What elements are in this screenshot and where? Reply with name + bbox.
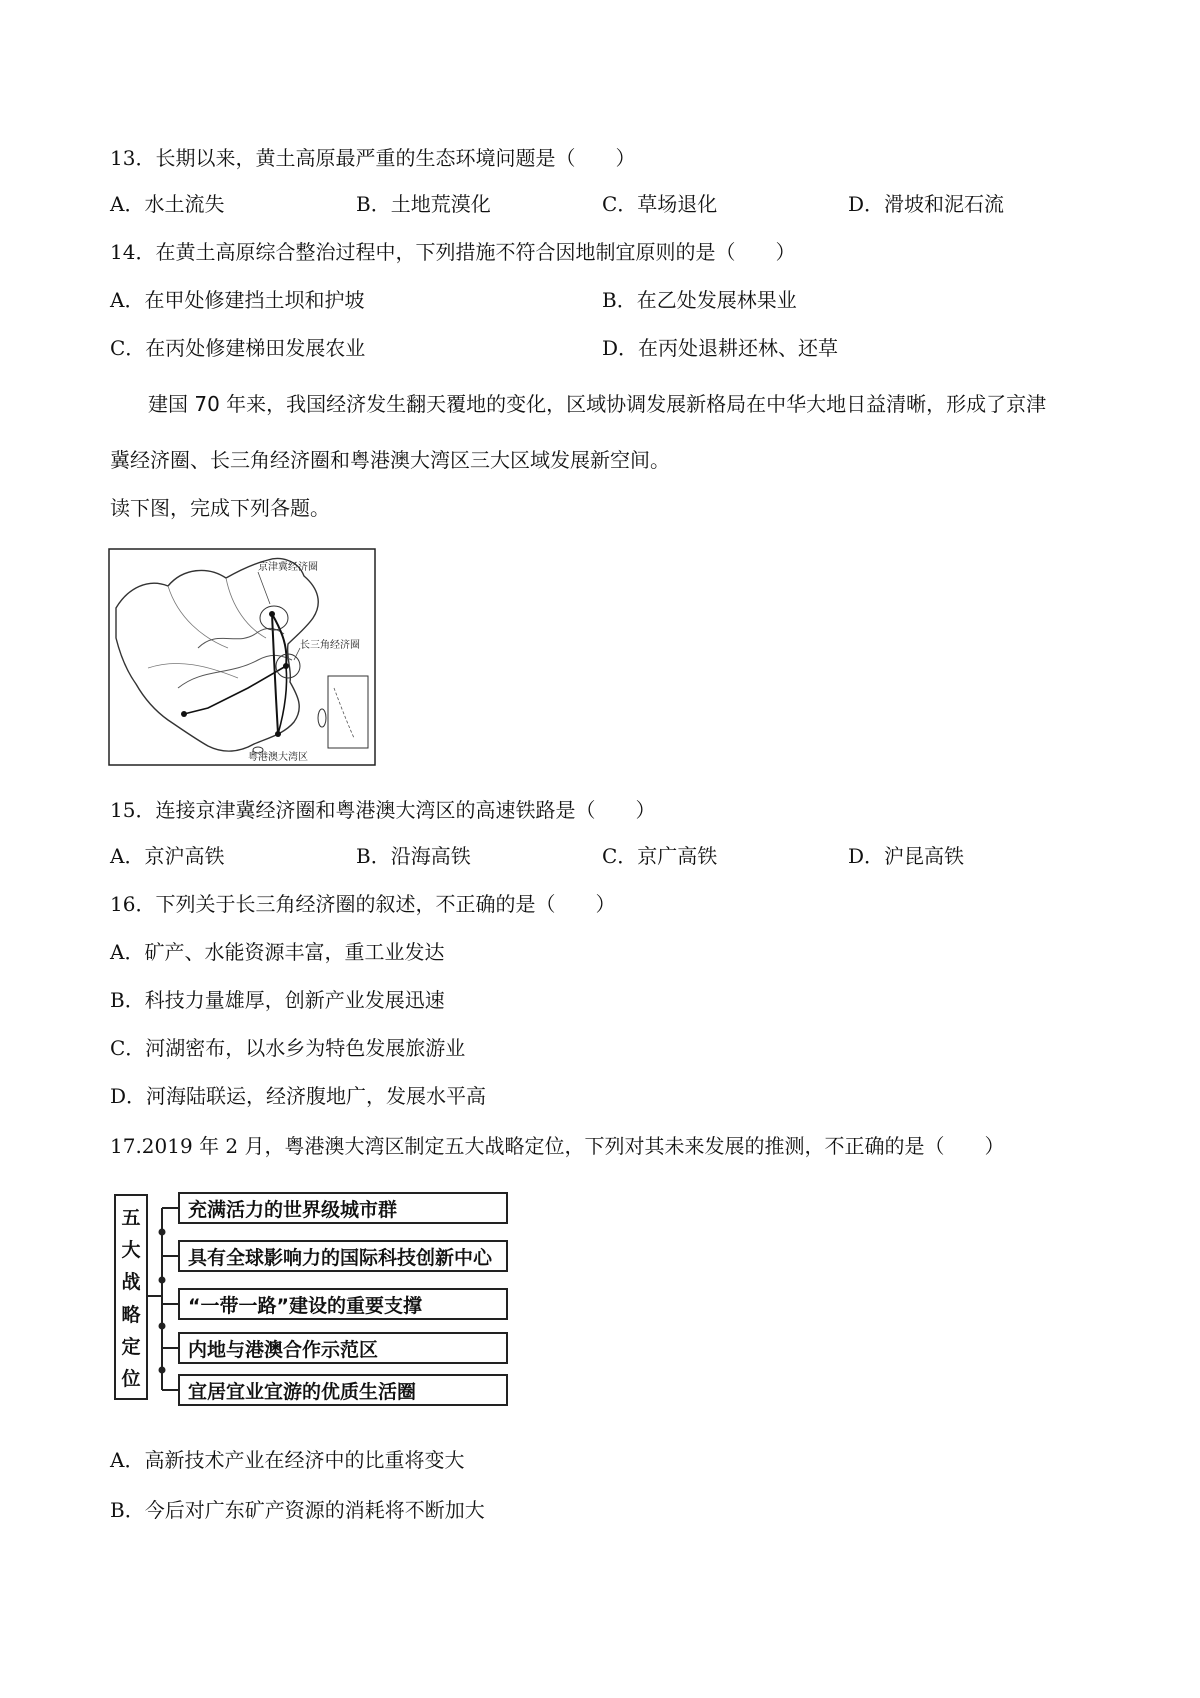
- q13-option-b: B．土地荒漠化: [356, 192, 491, 216]
- q17-stem: 17.2019 年 2 月，粤港澳大湾区制定五大战略定位，下列对其未来发展的推测，不正确的是（ ）: [110, 1134, 1005, 1158]
- diagram-item-4: [178, 1332, 508, 1364]
- q17-option-b: B．今后对广东矿产资源的消耗将不断加大: [110, 1498, 485, 1522]
- passage-line-2: 冀经济圈、长三角经济圈和粤港澳大湾区三大区域发展新空间。: [110, 448, 670, 472]
- kunming-point: [181, 711, 187, 717]
- q13-option-d: D．滑坡和泥石流: [848, 192, 1005, 216]
- diagram-item-4-text: 内地与港澳合作示范区: [188, 1338, 379, 1361]
- five-strategies-diagram: [114, 1186, 510, 1406]
- map-label-gba: 粤港澳大湾区: [248, 752, 308, 763]
- q15-stem: 15．连接京津冀经济圈和粤港澳大湾区的高速铁路是（ ）: [110, 798, 656, 822]
- diagram-item-2-text: 具有全球影响力的国际科技创新中心: [188, 1246, 493, 1269]
- diagram-item-3-text: “一带一路”建设的重要支撑: [188, 1294, 422, 1317]
- beijing-point: [269, 611, 275, 617]
- diagram-title-char-4: 略: [121, 1303, 141, 1326]
- q17-option-a: A．高新技术产业在经济中的比重将变大: [110, 1448, 465, 1472]
- q13-stem: 13．长期以来，黄土高原最严重的生态环境问题是（ ）: [110, 146, 636, 170]
- q14-option-b: B．在乙处发展林果业: [602, 288, 797, 312]
- q16-stem: 16．下列关于长三角经济圈的叙述，不正确的是（ ）: [110, 892, 616, 916]
- q13-option-a: A．水土流失: [110, 192, 225, 216]
- q14-option-d: D．在丙处退耕还林、还草: [602, 336, 839, 360]
- diagram-title-box: [114, 1194, 148, 1400]
- diagram-item-2: [178, 1240, 508, 1272]
- q14-option-a: A．在甲处修建挡土坝和护坡: [110, 288, 365, 312]
- shanghai-point: [283, 663, 289, 669]
- q15-option-a: A．京沪高铁: [110, 844, 225, 868]
- q16-option-c: C．河湖密布，以水乡为特色发展旅游业: [110, 1036, 466, 1060]
- passage-instruction: 读下图，完成下列各题。: [110, 496, 330, 520]
- diagram-item-3: [178, 1288, 508, 1320]
- q16-option-b: B．科技力量雄厚，创新产业发展迅速: [110, 988, 445, 1012]
- south-china-sea-inset: [328, 676, 368, 748]
- china-economic-zones-map: [108, 548, 376, 766]
- diagram-title-char-3: 战: [121, 1271, 141, 1294]
- diagram-connector: [148, 1186, 178, 1406]
- diagram-item-5: [178, 1374, 508, 1406]
- map-label-csj: 长三角经济圈: [300, 640, 360, 651]
- q14-stem: 14．在黄土高原综合整治过程中，下列措施不符合因地制宜原则的是（ ）: [110, 240, 796, 264]
- map-label-jjj: 京津冀经济圈: [258, 562, 318, 573]
- diagram-title-char-6: 位: [121, 1368, 141, 1391]
- q16-option-d: D．河海陆联运，经济腹地广，发展水平高: [110, 1084, 487, 1108]
- q13-option-c: C．草场退化: [602, 192, 718, 216]
- diagram-title-char-1: 五: [121, 1206, 141, 1229]
- diagram-item-1: [178, 1192, 508, 1224]
- passage-line-1: 建国 70 年来，我国经济发生翻天覆地的变化，区域协调发展新格局在中华大地日益清晰，形成了京津: [148, 392, 1047, 416]
- diagram-title-char-2: 大: [121, 1238, 141, 1261]
- q14-option-c: C．在丙处修建梯田发展农业: [110, 336, 366, 360]
- diagram-item-5-text: 宜居宜业宜游的优质生活圈: [188, 1380, 417, 1403]
- q15-option-b: B．沿海高铁: [356, 844, 471, 868]
- q15-option-d: D．沪昆高铁: [848, 844, 965, 868]
- q15-option-c: C．京广高铁: [602, 844, 718, 868]
- q16-option-a: A．矿产、水能资源丰富，重工业发达: [110, 940, 445, 964]
- gba-point: [275, 731, 281, 737]
- diagram-title-char-5: 定: [121, 1335, 141, 1358]
- diagram-item-1-text: 充满活力的世界级城市群: [188, 1198, 398, 1221]
